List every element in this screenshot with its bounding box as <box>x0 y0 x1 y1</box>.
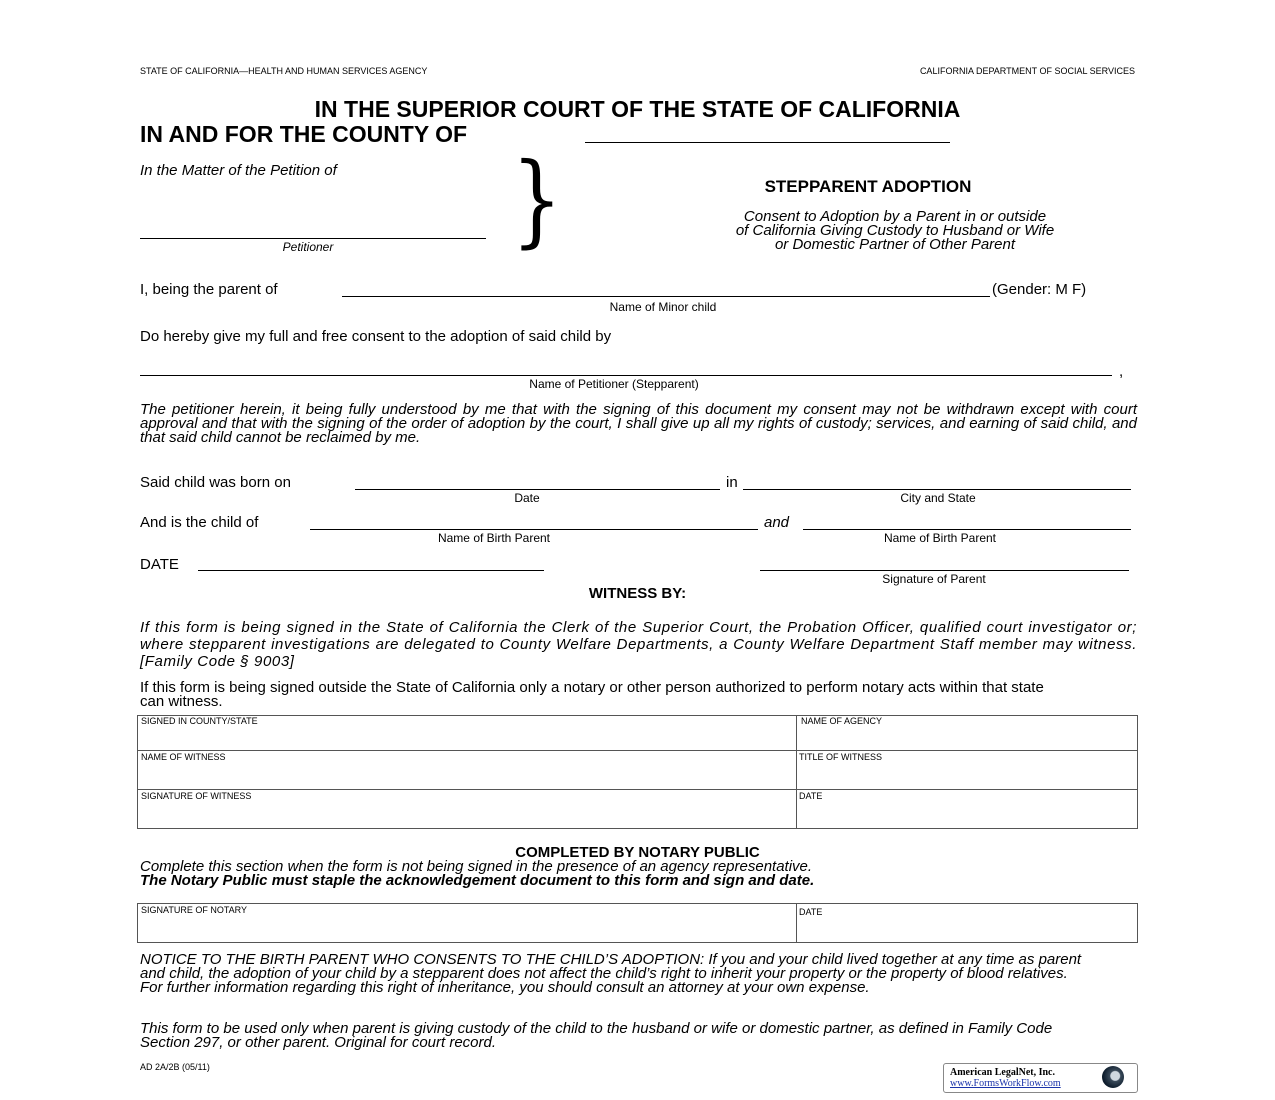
subtitle-line: Consent to Adoption by a Parent in or outside <box>743 208 1047 225</box>
petitioner-label: Petitioner <box>282 240 334 254</box>
subtitle-line: of California Giving Custody to Husband or Wife <box>735 222 1055 239</box>
witness-name-field[interactable]: NAME OF WITNESS <box>141 752 226 762</box>
witness-in-state-paragraph: If this form is being signed in the State of California the Clerk of the Superior Court, the Probation Officer, qualified court investigator or; where stepparent investigations are delegated to County Welfare Departments, a County Welfare Department Staff member may witness. [Family Code § 9003] <box>140 619 1137 670</box>
form-title: STEPPARENT ADOPTION <box>764 177 972 196</box>
parent-signature-label: Signature of Parent <box>882 572 986 586</box>
birth-parent-1-field[interactable] <box>310 529 758 530</box>
minor-child-field[interactable] <box>342 296 990 297</box>
consent-statement: Do hereby give my full and free consent to the adoption of said child by <box>140 328 612 345</box>
form-id: AD 2A/2B (05/11) <box>140 1062 210 1072</box>
logo-company-name: American LegalNet, Inc. <box>950 1067 1055 1078</box>
agency-name-field[interactable]: NAME OF AGENCY <box>801 716 883 726</box>
birth-date-field[interactable] <box>355 489 720 490</box>
form-subtitle <box>660 210 1130 252</box>
understanding-paragraph: The petitioner herein, it being fully understood by me that with the signing of this document my consent may not be withdrawn except with court approval and that with the signing of the order of adoption by the court, I shall give up all my rights of custody; services, and earning of said child, and that said child cannot be reclaimed by me. <box>140 401 1137 446</box>
county-title: IN AND FOR THE COUNTY OF <box>140 121 468 147</box>
petitioner-field[interactable] <box>140 238 486 239</box>
witness-heading: WITNESS BY: <box>588 585 687 602</box>
city-state-label: City and State <box>900 491 976 505</box>
witness-signature-field[interactable]: SIGNATURE OF WITNESS <box>141 791 252 801</box>
witness-table <box>137 715 1138 829</box>
matter-label: In the Matter of the Petition of <box>140 162 337 179</box>
date-field-label: DATE <box>140 556 179 573</box>
county-field[interactable] <box>585 142 950 143</box>
and-label: and <box>764 514 790 531</box>
child-of-label: And is the child of <box>140 514 259 531</box>
witness-date-field[interactable]: DATE <box>799 791 823 801</box>
court-title: IN THE SUPERIOR COURT OF THE STATE OF CALIFORNIA <box>314 96 961 122</box>
column-divider <box>796 904 797 942</box>
birth-place-field[interactable] <box>743 489 1131 490</box>
signed-county-state-field[interactable]: SIGNED IN COUNTY/STATE <box>141 716 258 726</box>
notary-table <box>137 903 1138 943</box>
minor-child-label: Name of Minor child <box>609 300 717 314</box>
stepparent-label: Name of Petitioner (Stepparent) <box>529 377 699 391</box>
american-legalnet-logo[interactable] <box>943 1063 1138 1093</box>
date-label: Date <box>514 491 540 505</box>
born-on-label: Said child was born on <box>140 474 291 491</box>
row-divider <box>138 750 1137 751</box>
department-header: CALIFORNIA DEPARTMENT OF SOCIAL SERVICES <box>919 66 1135 76</box>
gender-options[interactable]: (Gender: M F) <box>992 281 1087 298</box>
witness-out-state-paragraph: If this form is being signed outside the State of California only a notary or other person authorized to perform notary acts within that state can witness. <box>140 679 1044 710</box>
usage-notice: This form to be used only when parent is giving custody of the child to the husband or wife or domestic partner, as defined in Family Code Section 297, or other parent. Original for court record. <box>140 1020 1053 1051</box>
notary-date-field[interactable]: DATE <box>799 907 823 917</box>
birth-parent-notice: NOTICE TO THE BIRTH PARENT WHO CONSENTS TO THE CHILD’S ADOPTION: If you and your child lived together at any time as parent and child, the adoption of your child by a stepparent does not affect the child’s right to inherit your property or the property of blood relatives. For further information regarding this right of inheritance, you should consult an attorney at your own expense. <box>140 951 1082 996</box>
brace-icon: } <box>511 141 563 258</box>
birth-parent-2-field[interactable] <box>803 529 1131 530</box>
row-divider <box>138 789 1137 790</box>
notary-instruction: Complete this section when the form is not being signed in the presence of an agency representative. <box>140 858 813 875</box>
in-label: in <box>726 474 738 491</box>
globe-icon <box>1102 1066 1124 1088</box>
comma: , <box>1119 363 1124 380</box>
birth-parent-1-label: Name of Birth Parent <box>437 531 551 545</box>
notary-signature-field[interactable]: SIGNATURE OF NOTARY <box>141 905 248 915</box>
date-field[interactable] <box>198 570 544 571</box>
birth-parent-2-label: Name of Birth Parent <box>883 531 997 545</box>
logo-url-link[interactable]: www.FormsWorkFlow.com <box>950 1078 1061 1089</box>
notary-staple-instruction: The Notary Public must staple the acknowledgement document to this form and sign and date. <box>140 872 815 889</box>
subtitle-line: or Domestic Partner of Other Parent <box>774 236 1016 253</box>
stepparent-field[interactable] <box>140 375 1112 376</box>
parent-signature-field[interactable] <box>760 570 1129 571</box>
column-divider <box>796 716 797 828</box>
notary-heading: COMPLETED BY NOTARY PUBLIC <box>515 844 760 861</box>
agency-header: STATE OF CALIFORNIA—HEALTH AND HUMAN SERVICES AGENCY <box>140 66 428 76</box>
witness-title-field[interactable]: TITLE OF WITNESS <box>799 752 883 762</box>
parent-of-label: I, being the parent of <box>140 281 278 298</box>
